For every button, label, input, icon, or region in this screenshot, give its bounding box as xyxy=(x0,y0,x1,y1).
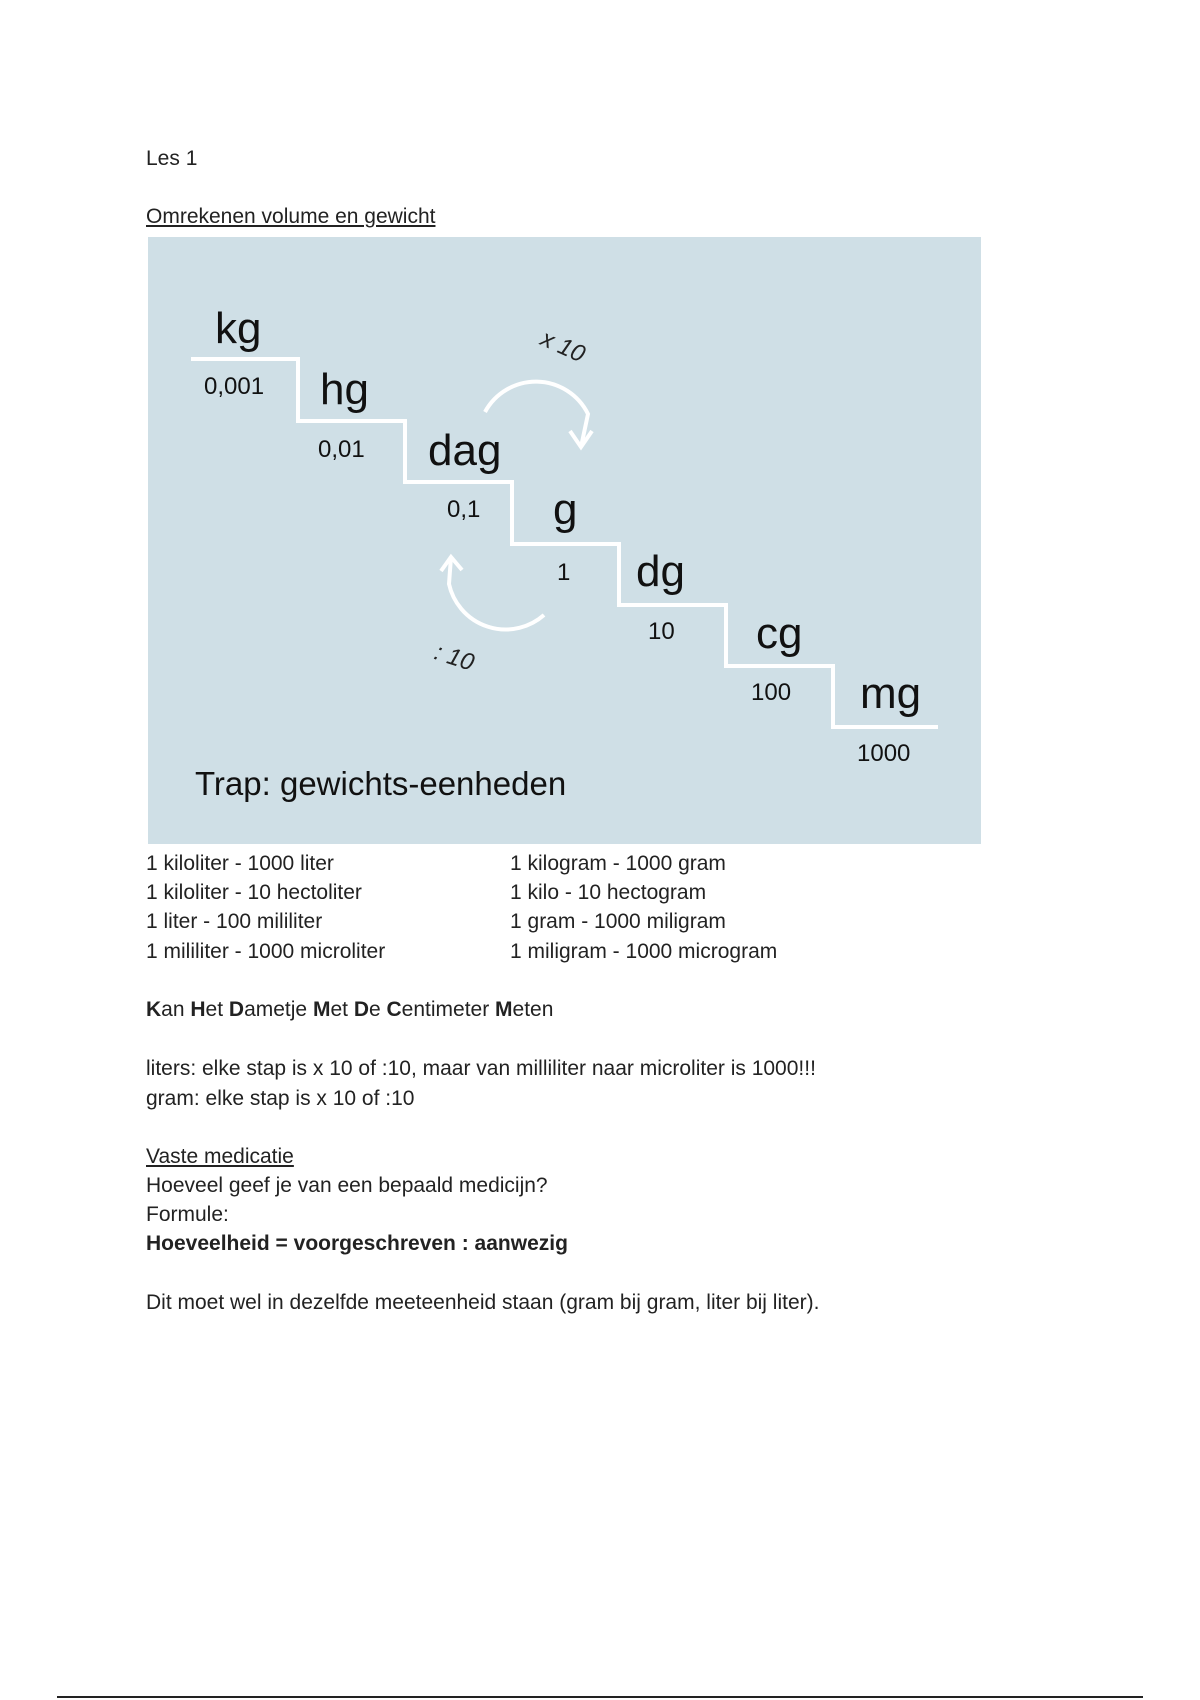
figure-title: Trap: gewichts-eenheden xyxy=(195,765,567,802)
weight-units-staircase xyxy=(148,237,981,844)
unit-cg: cg xyxy=(756,609,803,658)
liters-rule: liters: elke stap is x 10 of :10, maar van milliliter naar microliter is 1000!!! xyxy=(146,1057,816,1080)
unit-g: g xyxy=(553,485,578,534)
medication-note: Dit moet wel in dezelfde meeteenheid staan (gram bij gram, liter bij liter). xyxy=(146,1291,820,1314)
medication-heading: Vaste medicatie xyxy=(146,1145,294,1168)
multiply-label: x 10 xyxy=(536,324,590,369)
value-kg: 0,001 xyxy=(204,373,265,400)
mnemonic-rest: e xyxy=(368,998,387,1021)
medication-question: Hoeveel geef je van een bepaald medicijn? xyxy=(146,1174,548,1197)
unit-kg: kg xyxy=(215,304,262,353)
list-item: 1 kilo - 10 hectogram xyxy=(510,881,707,904)
section-heading: Omrekenen volume en gewicht xyxy=(146,205,436,228)
formula: Hoeveelheid = voorgeschreven : aanwezig xyxy=(146,1232,568,1255)
value-dag: 0,1 xyxy=(447,496,481,523)
unit-mg: mg xyxy=(860,669,922,718)
list-item: 1 liter - 100 mililiter xyxy=(146,910,323,933)
page-bottom-rule xyxy=(57,1696,1143,1698)
value-hg: 0,01 xyxy=(318,436,365,463)
mnemonic-rest: an xyxy=(161,998,191,1021)
mnemonic-initial: K xyxy=(146,998,162,1021)
mnemonic-initial: D xyxy=(228,998,245,1021)
list-item: 1 kilogram - 1000 gram xyxy=(510,852,726,875)
gram-rule: gram: elke stap is x 10 of :10 xyxy=(146,1087,415,1110)
lesson-label: Les 1 xyxy=(146,147,198,170)
value-cg: 100 xyxy=(751,679,792,706)
unit-dg: dg xyxy=(636,547,685,596)
mnemonic-rest: entimeter xyxy=(401,998,496,1021)
divide-arrow xyxy=(449,557,544,629)
mnemonic-initial: C xyxy=(386,998,402,1021)
unit-hg: hg xyxy=(320,365,369,414)
mnemonic-rest: ametje xyxy=(244,998,313,1021)
mnemonic-initial: D xyxy=(353,998,369,1021)
value-mg: 1000 xyxy=(857,740,911,767)
list-item: 1 kiloliter - 10 hectoliter xyxy=(146,881,362,904)
staircase-line xyxy=(191,359,938,727)
mnemonic-initial: M xyxy=(312,998,331,1021)
value-g: 1 xyxy=(557,559,571,586)
list-item: 1 mililiter - 1000 microliter xyxy=(146,940,386,963)
value-dg: 10 xyxy=(648,618,675,645)
mnemonic-initial: M xyxy=(495,998,513,1021)
list-item: 1 kiloliter - 1000 liter xyxy=(146,852,334,875)
mnemonic-initial: H xyxy=(190,998,206,1021)
unit-dag: dag xyxy=(428,426,502,475)
mnemonic-rest: et xyxy=(205,998,229,1021)
mnemonic-rest: eten xyxy=(512,998,554,1021)
divide-label: : 10 xyxy=(430,638,478,677)
list-item: 1 gram - 1000 miligram xyxy=(510,910,726,933)
mnemonic-rest: et xyxy=(330,998,354,1021)
formula-label: Formule: xyxy=(146,1203,229,1226)
mnemonic xyxy=(146,997,553,1023)
list-item: 1 miligram - 1000 microgram xyxy=(510,940,778,963)
